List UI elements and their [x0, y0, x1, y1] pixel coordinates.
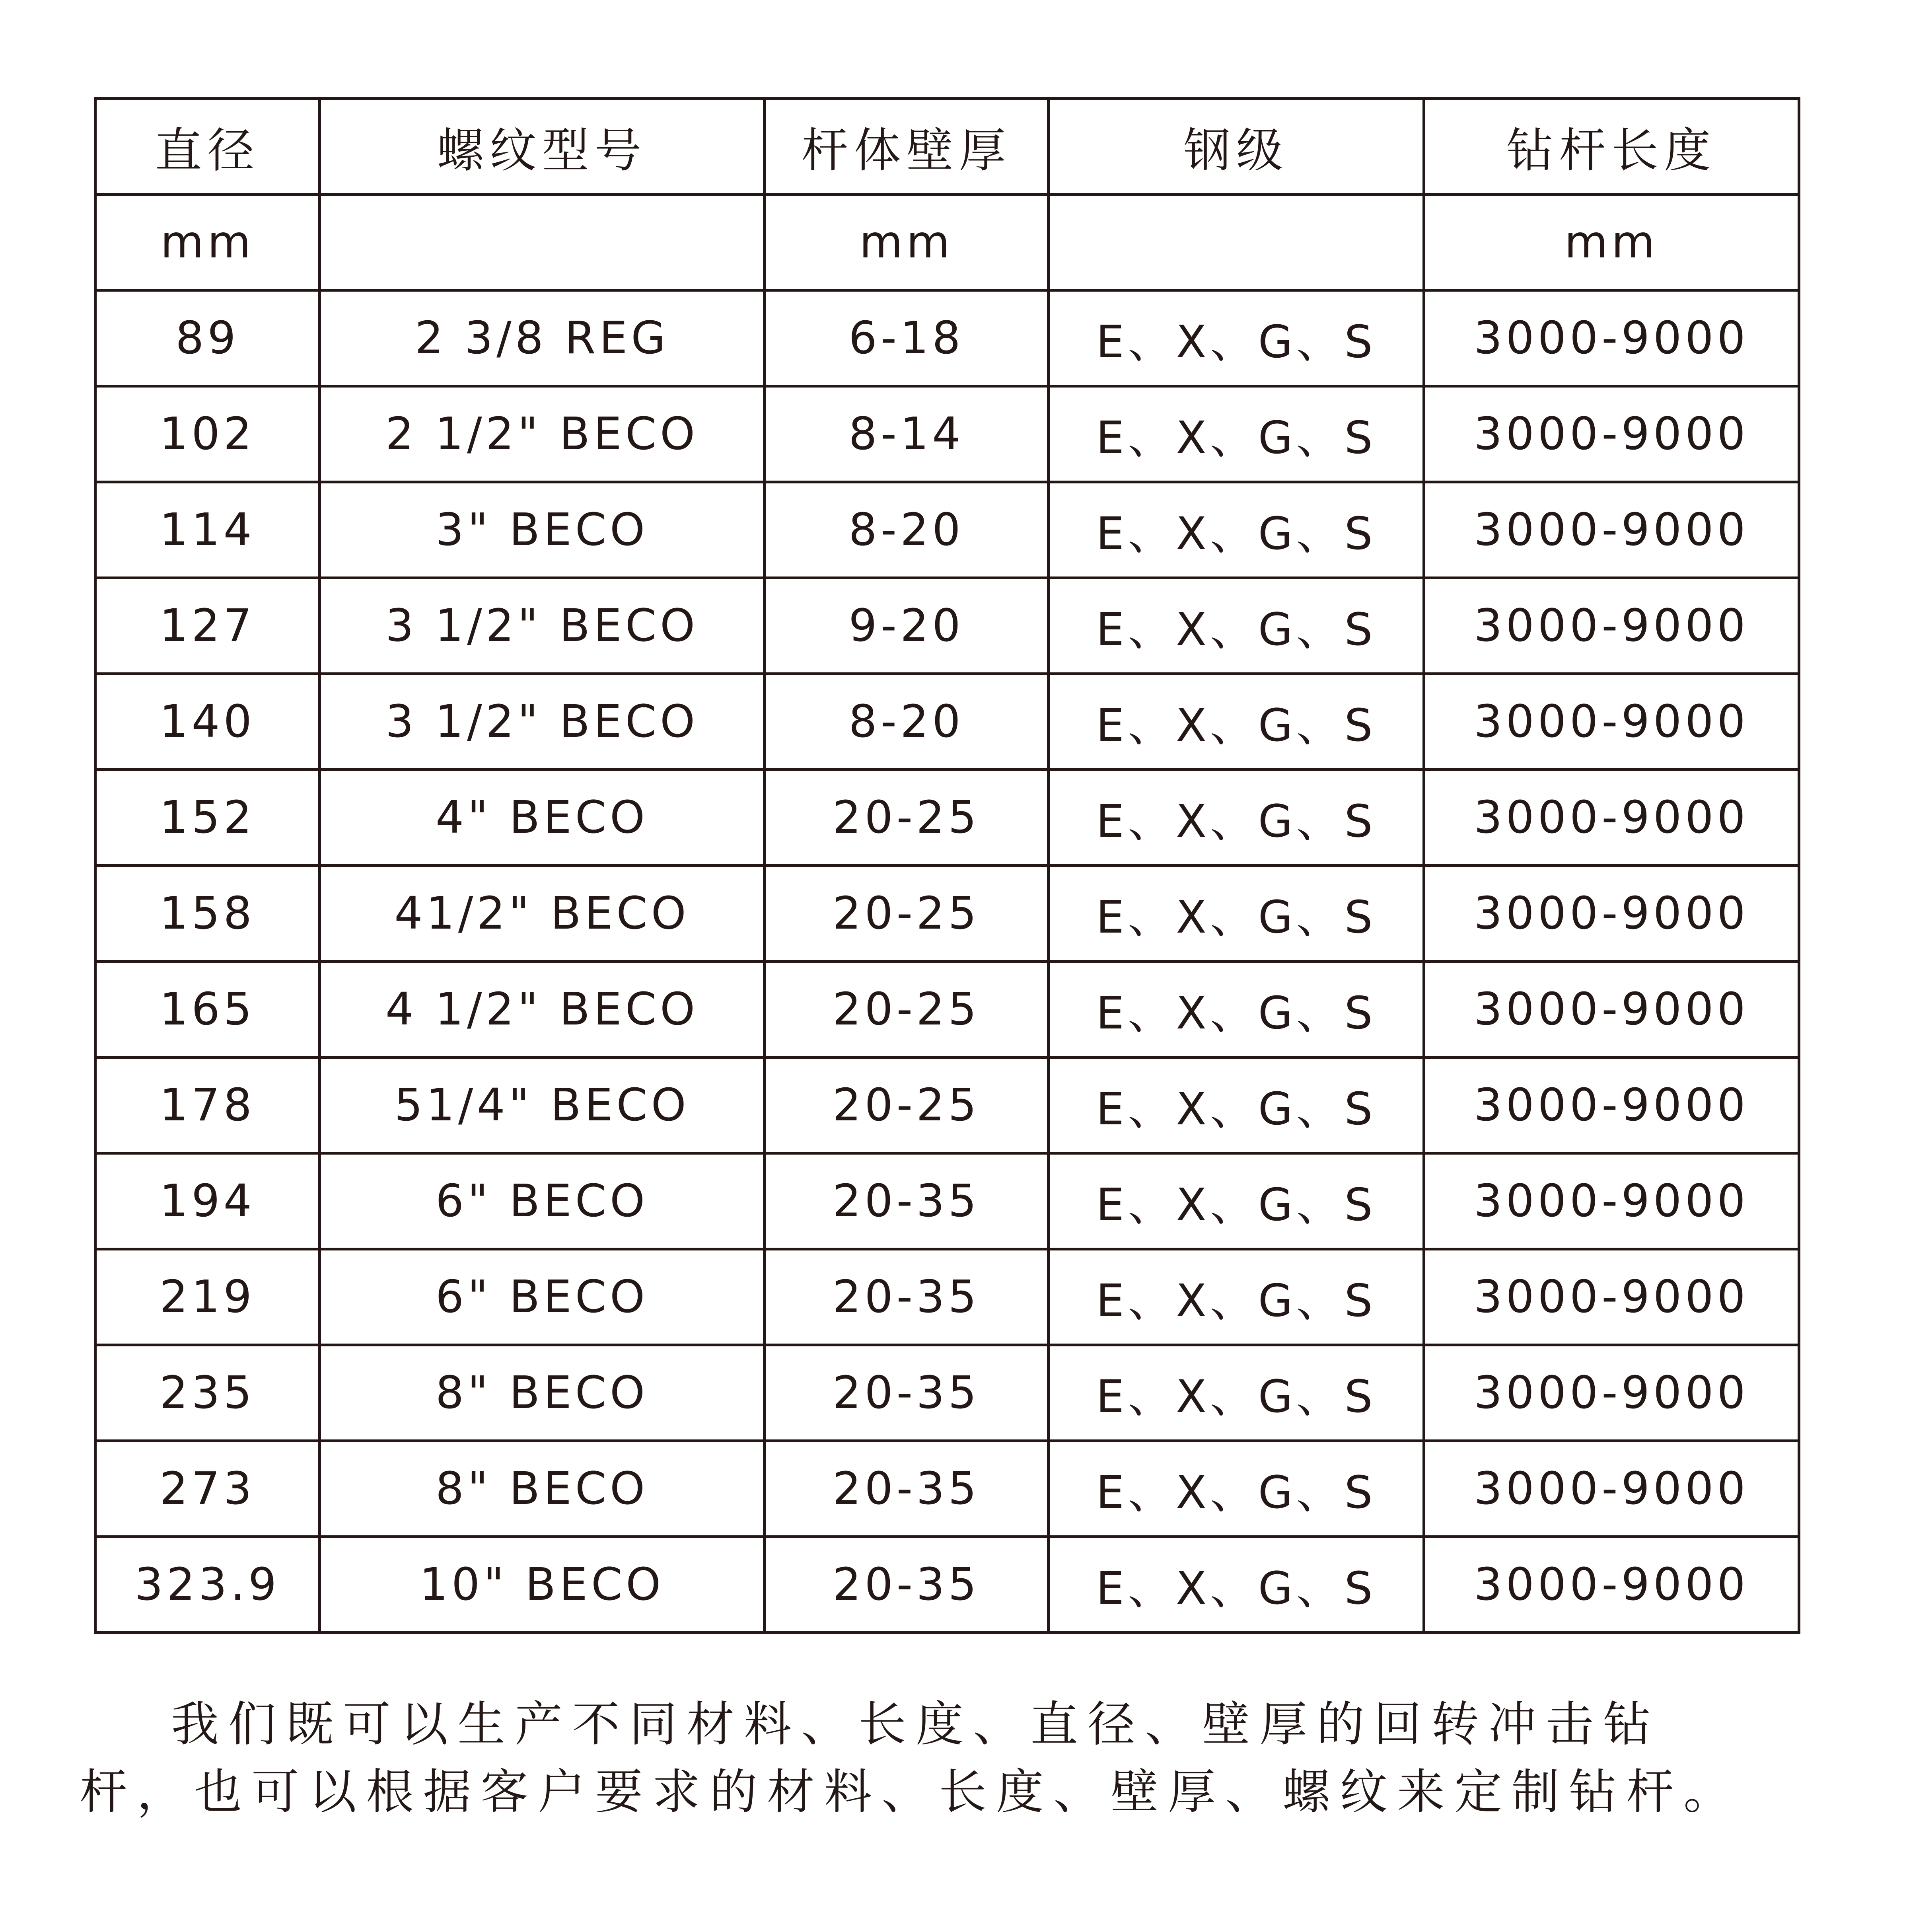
cell-wall-thickness: 20-25: [765, 1058, 1049, 1153]
note-line-1: 我们既可以生产不同材料、长度、直径、壁厚的回转冲击钻: [171, 1697, 1660, 1752]
spec-table: [94, 97, 1800, 1634]
cell-steel-grade: E、X、G、S: [1049, 386, 1424, 482]
cell-diameter: 235: [95, 1345, 320, 1441]
table-row: [95, 1537, 1799, 1633]
table-row: [95, 674, 1799, 770]
table-row: [95, 1345, 1799, 1441]
table-row: [95, 290, 1799, 386]
cell-diameter: 152: [95, 770, 320, 866]
cell-wall-thickness: 8-14: [765, 386, 1049, 482]
cell-diameter: 127: [95, 578, 320, 674]
cell-rod-length: 3000-9000: [1424, 482, 1799, 578]
cell-steel-grade: E、X、G、S: [1049, 962, 1424, 1058]
cell-steel-grade: E、X、G、S: [1049, 1153, 1424, 1249]
cell-diameter: 102: [95, 386, 320, 482]
cell-steel-grade: E、X、G、S: [1049, 770, 1424, 866]
cell-thread-type: 6" BECO: [320, 1249, 765, 1345]
cell-thread-type: 4 1/2" BECO: [320, 962, 765, 1058]
cell-steel-grade: E、X、G、S: [1049, 674, 1424, 770]
cell-rod-length: 3000-9000: [1424, 1249, 1799, 1345]
cell-rod-length: 3000-9000: [1424, 1345, 1799, 1441]
cell-wall-thickness: 20-35: [765, 1537, 1049, 1633]
header-rod-length: 钻杆长度: [1424, 99, 1799, 195]
cell-rod-length: 3000-9000: [1424, 866, 1799, 962]
cell-wall-thickness: 8-20: [765, 482, 1049, 578]
cell-diameter: 165: [95, 962, 320, 1058]
cell-diameter: 140: [95, 674, 320, 770]
unit-diameter: mm: [95, 195, 320, 290]
cell-rod-length: 3000-9000: [1424, 1537, 1799, 1633]
table-unit-row: [95, 195, 1799, 290]
cell-rod-length: 3000-9000: [1424, 290, 1799, 386]
table-row: [95, 1249, 1799, 1345]
cell-thread-type: 41/2" BECO: [320, 866, 765, 962]
table-row: [95, 962, 1799, 1058]
cell-steel-grade: E、X、G、S: [1049, 1249, 1424, 1345]
table-row: [95, 482, 1799, 578]
cell-rod-length: 3000-9000: [1424, 1441, 1799, 1537]
cell-wall-thickness: 6-18: [765, 290, 1049, 386]
cell-rod-length: 3000-9000: [1424, 962, 1799, 1058]
cell-steel-grade: E、X、G、S: [1049, 290, 1424, 386]
description-note: [80, 1691, 1762, 1826]
cell-thread-type: 3" BECO: [320, 482, 765, 578]
cell-diameter: 89: [95, 290, 320, 386]
cell-wall-thickness: 20-25: [765, 962, 1049, 1058]
cell-rod-length: 3000-9000: [1424, 1058, 1799, 1153]
cell-wall-thickness: 20-35: [765, 1441, 1049, 1537]
cell-thread-type: 6" BECO: [320, 1153, 765, 1249]
cell-steel-grade: E、X、G、S: [1049, 1058, 1424, 1153]
header-steel-grade: 钢级: [1049, 99, 1424, 195]
unit-steel-grade: [1049, 195, 1424, 290]
table-row: [95, 1058, 1799, 1153]
cell-thread-type: 3 1/2" BECO: [320, 578, 765, 674]
cell-thread-type: 51/4" BECO: [320, 1058, 765, 1153]
table-row: [95, 866, 1799, 962]
table-row: [95, 578, 1799, 674]
cell-wall-thickness: 8-20: [765, 674, 1049, 770]
cell-steel-grade: E、X、G、S: [1049, 866, 1424, 962]
cell-steel-grade: E、X、G、S: [1049, 1537, 1424, 1633]
cell-steel-grade: E、X、G、S: [1049, 578, 1424, 674]
cell-steel-grade: E、X、G、S: [1049, 1441, 1424, 1537]
cell-thread-type: 10" BECO: [320, 1537, 765, 1633]
cell-wall-thickness: 20-35: [765, 1249, 1049, 1345]
cell-diameter: 323.9: [95, 1537, 320, 1633]
cell-rod-length: 3000-9000: [1424, 1153, 1799, 1249]
cell-wall-thickness: 20-25: [765, 866, 1049, 962]
cell-diameter: 114: [95, 482, 320, 578]
cell-thread-type: 8" BECO: [320, 1345, 765, 1441]
header-diameter: 直径: [95, 99, 320, 195]
note-line-2: 杆，也可以根据客户要求的材料、长度、壁厚、螺纹来定制钻杆。: [80, 1765, 1741, 1820]
cell-thread-type: 2 1/2" BECO: [320, 386, 765, 482]
table-row: [95, 1153, 1799, 1249]
cell-thread-type: 3 1/2" BECO: [320, 674, 765, 770]
header-thread-type: 螺纹型号: [320, 99, 765, 195]
cell-thread-type: 2 3/8 REG: [320, 290, 765, 386]
cell-rod-length: 3000-9000: [1424, 674, 1799, 770]
table-row: [95, 386, 1799, 482]
cell-rod-length: 3000-9000: [1424, 386, 1799, 482]
cell-wall-thickness: 20-35: [765, 1345, 1049, 1441]
unit-rod-length: mm: [1424, 195, 1799, 290]
cell-thread-type: 4" BECO: [320, 770, 765, 866]
cell-diameter: 158: [95, 866, 320, 962]
header-wall-thickness: 杆体壁厚: [765, 99, 1049, 195]
cell-wall-thickness: 20-25: [765, 770, 1049, 866]
table-header-row: [95, 99, 1799, 195]
cell-diameter: 273: [95, 1441, 320, 1537]
table-row: [95, 770, 1799, 866]
cell-rod-length: 3000-9000: [1424, 578, 1799, 674]
cell-steel-grade: E、X、G、S: [1049, 1345, 1424, 1441]
unit-thread-type: [320, 195, 765, 290]
cell-diameter: 219: [95, 1249, 320, 1345]
cell-wall-thickness: 9-20: [765, 578, 1049, 674]
cell-rod-length: 3000-9000: [1424, 770, 1799, 866]
cell-wall-thickness: 20-35: [765, 1153, 1049, 1249]
cell-thread-type: 8" BECO: [320, 1441, 765, 1537]
cell-diameter: 178: [95, 1058, 320, 1153]
cell-diameter: 194: [95, 1153, 320, 1249]
cell-steel-grade: E、X、G、S: [1049, 482, 1424, 578]
table-row: [95, 1441, 1799, 1537]
unit-wall-thickness: mm: [765, 195, 1049, 290]
